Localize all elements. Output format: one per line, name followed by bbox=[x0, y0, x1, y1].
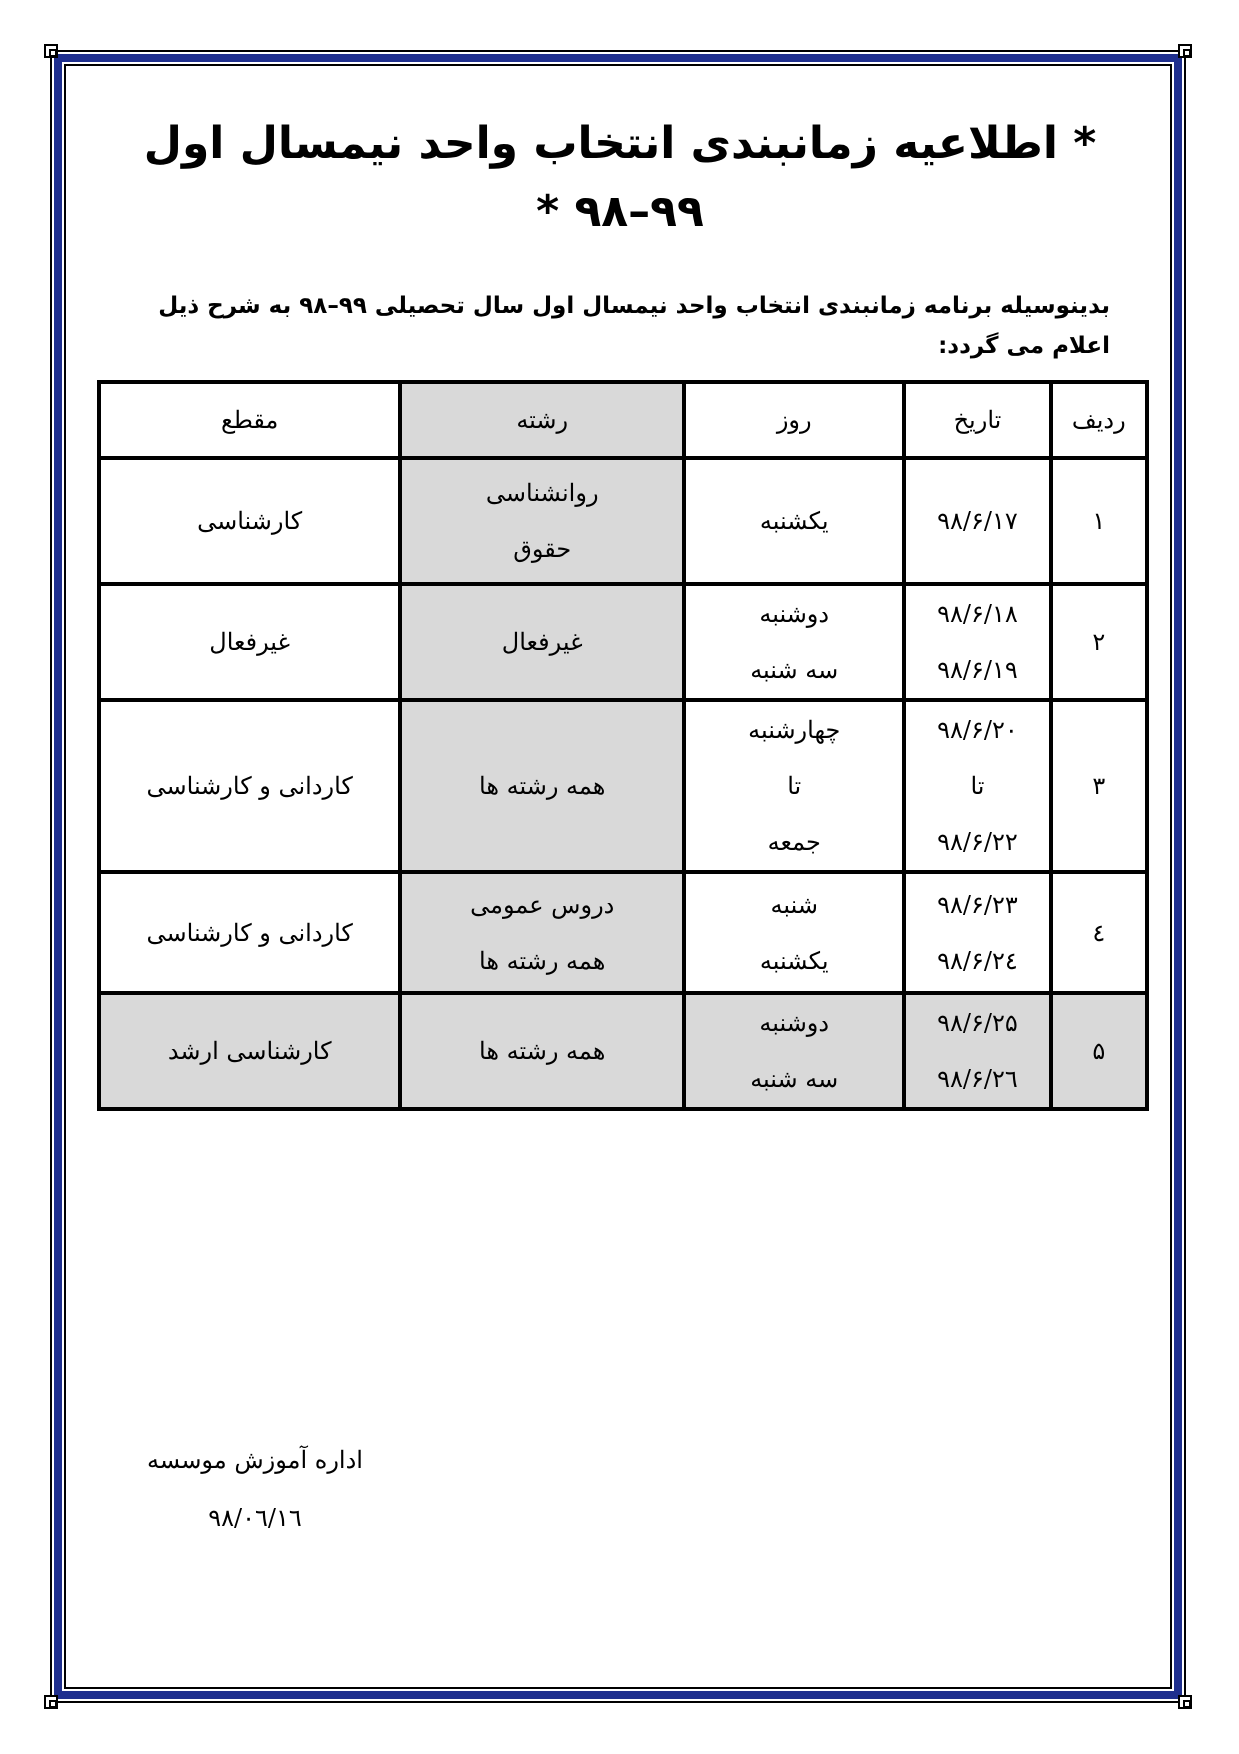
cell-day bbox=[684, 993, 904, 1109]
cell-field bbox=[400, 700, 684, 872]
header-radif: ردیف bbox=[1051, 382, 1147, 458]
cell-day bbox=[684, 584, 904, 700]
field-line: همه رشته ها bbox=[479, 946, 606, 975]
footer-office: اداره آموزش موسسه bbox=[147, 1446, 363, 1474]
cell-field bbox=[400, 872, 684, 993]
day-line: دوشنبه bbox=[759, 1009, 830, 1037]
header-level: مقطع bbox=[99, 382, 400, 458]
frame-corner-ornament bbox=[1178, 1695, 1192, 1709]
cell-day bbox=[684, 700, 904, 872]
field-line: همه رشته ها bbox=[479, 1037, 606, 1065]
date-line: ۹۸/۶/۲٦ bbox=[937, 1065, 1018, 1093]
table-row bbox=[99, 993, 1147, 1109]
cell-day bbox=[684, 458, 904, 584]
date-line: ۹۸/۶/۲۵ bbox=[937, 1009, 1018, 1037]
date-line: ۹۸/۶/۱۹ bbox=[937, 656, 1018, 684]
footer-date: ۹۸/۰٦/۱٦ bbox=[208, 1504, 302, 1532]
cell-level: کاردانی و کارشناسی bbox=[99, 872, 400, 993]
cell-radif: ۳ bbox=[1051, 700, 1147, 872]
frame-corner-ornament bbox=[1178, 44, 1192, 58]
cell-field bbox=[400, 458, 684, 584]
cell-radif: ٤ bbox=[1051, 872, 1147, 993]
date-line: ۹۸/۶/۲٤ bbox=[937, 946, 1018, 975]
header-date: تاریخ bbox=[904, 382, 1050, 458]
day-line: سه شنبه bbox=[750, 1065, 839, 1093]
field-line: حقوق bbox=[513, 535, 572, 563]
header-day: روز bbox=[684, 382, 904, 458]
day-line: جمعه bbox=[767, 828, 821, 856]
cell-date bbox=[904, 993, 1050, 1109]
frame-corner-ornament bbox=[44, 1695, 58, 1709]
cell-date bbox=[904, 584, 1050, 700]
header-field: رشته bbox=[400, 382, 684, 458]
cell-field bbox=[400, 993, 684, 1109]
day-line: تا bbox=[787, 772, 802, 800]
day-line: چهارشنبه bbox=[748, 716, 841, 744]
page-title: * اطلاعیه زمانبندی انتخاب واحد نیمسال اول ۹۹–۹۸ * bbox=[143, 118, 1097, 237]
cell-date bbox=[904, 458, 1050, 584]
day-line: شنبه bbox=[770, 890, 818, 919]
table-row bbox=[99, 584, 1147, 700]
cell-field bbox=[400, 584, 684, 700]
cell-radif: ۲ bbox=[1051, 584, 1147, 700]
field-line: غیرفعال bbox=[501, 628, 583, 656]
table-row bbox=[99, 872, 1147, 993]
table-header-row bbox=[99, 382, 1147, 458]
date-line: ۹۸/۶/۱۸ bbox=[937, 600, 1018, 628]
cell-date bbox=[904, 872, 1050, 993]
table-row bbox=[99, 458, 1147, 584]
schedule-table bbox=[97, 380, 1149, 1111]
day-line: یکشنبه bbox=[759, 507, 829, 535]
date-line: ۹۸/۶/۲۰ bbox=[937, 716, 1018, 744]
cell-level: کاردانی و کارشناسی bbox=[99, 700, 400, 872]
date-line: ۹۸/۶/۲۳ bbox=[937, 890, 1018, 919]
day-line: سه شنبه bbox=[750, 656, 839, 684]
field-line: روانشناسی bbox=[485, 479, 599, 507]
cell-level: کارشناسی ارشد bbox=[99, 993, 400, 1109]
date-line: ۹۸/۶/۱۷ bbox=[937, 507, 1018, 535]
field-line: همه رشته ها bbox=[479, 772, 606, 800]
cell-level: کارشناسی bbox=[99, 458, 400, 584]
date-line: ۹۸/۶/۲۲ bbox=[937, 828, 1018, 856]
cell-radif: ۱ bbox=[1051, 458, 1147, 584]
table-row bbox=[99, 700, 1147, 872]
intro-text: بدینوسیله برنامه زمانبندی انتخاب واحد نیمسال اول سال تحصیلی ۹۹–۹۸ به شرح ذیل اعلام می گردد: bbox=[158, 293, 1110, 359]
cell-level: غیرفعال bbox=[99, 584, 400, 700]
frame-corner-ornament bbox=[44, 44, 58, 58]
date-line: تا bbox=[970, 772, 985, 800]
field-line: دروس عمومی bbox=[470, 890, 615, 919]
day-line: یکشنبه bbox=[759, 946, 829, 975]
cell-day bbox=[684, 872, 904, 993]
day-line: دوشنبه bbox=[759, 600, 830, 628]
cell-radif: ۵ bbox=[1051, 993, 1147, 1109]
cell-date bbox=[904, 700, 1050, 872]
